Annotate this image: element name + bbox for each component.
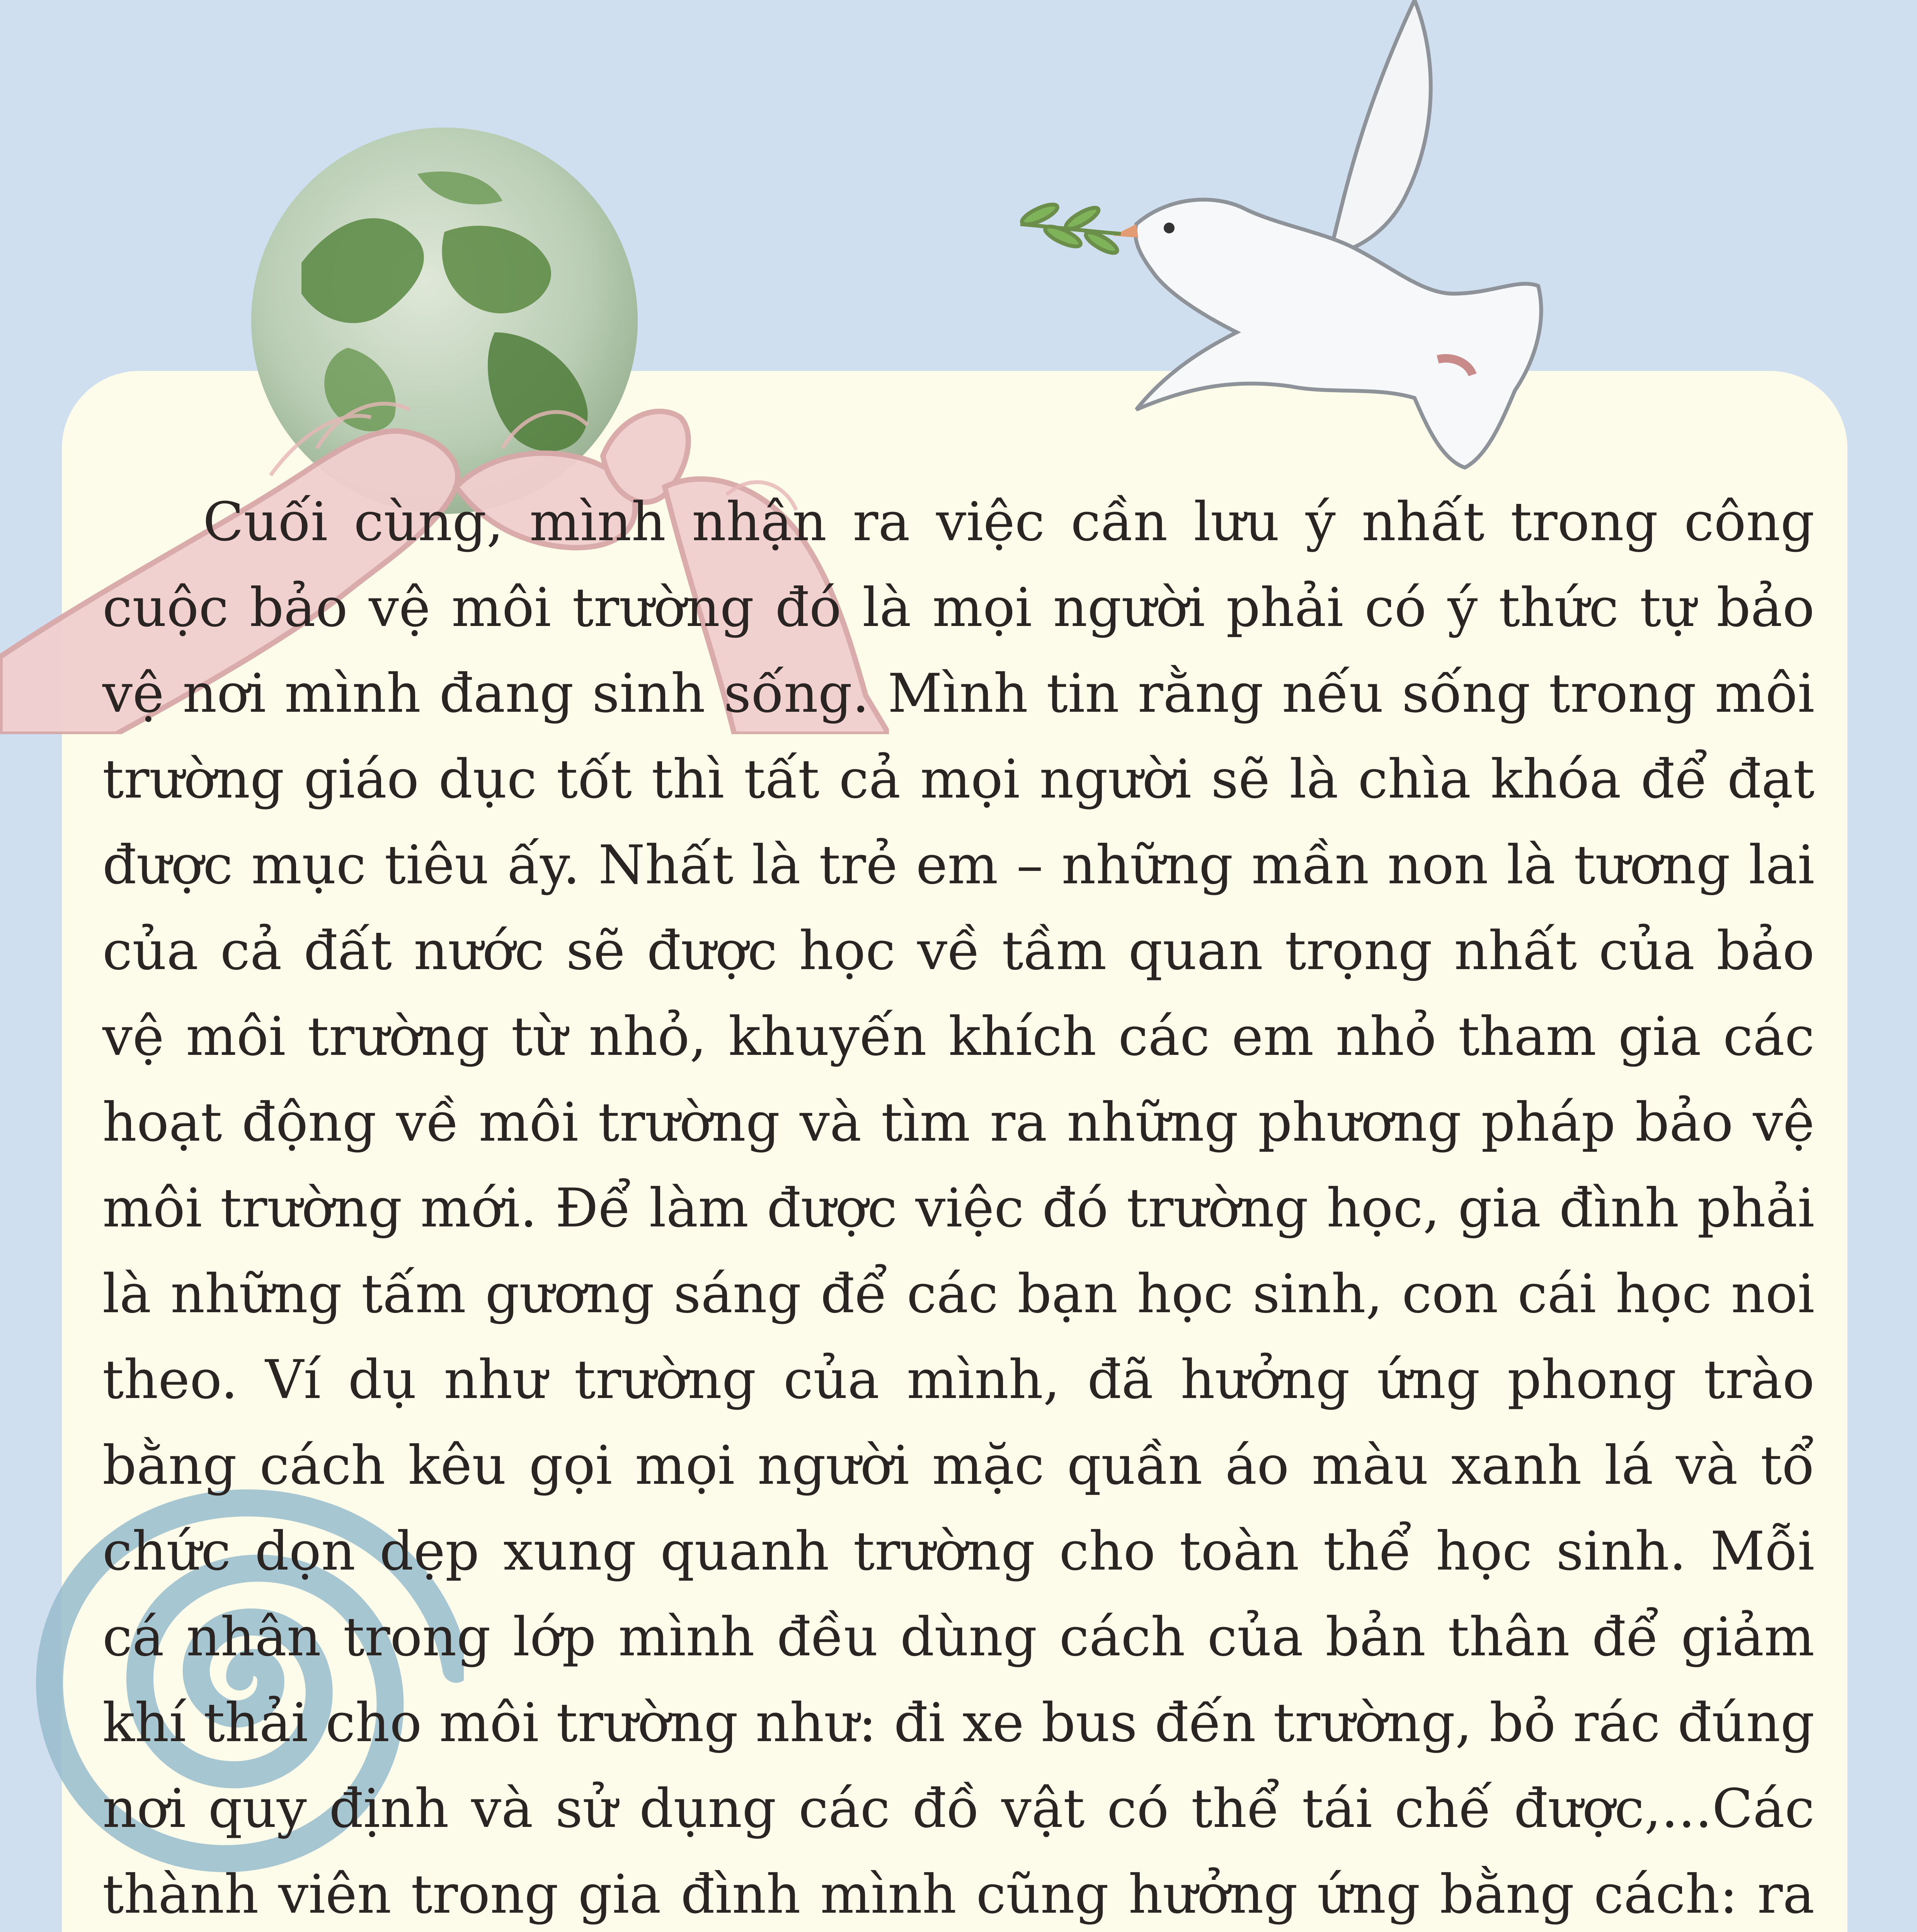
letter-body (102, 479, 1815, 1932)
dove-olive-branch-icon (1005, 0, 1565, 483)
paragraph-1: Cuối cùng, mình nhận ra việc cần lưu ý nhất trong công cuộc bảo vệ môi trường đó là mọi người phải có ý thức tự bảo vệ nơi mình đang sinh sống. Mình tin rằng nếu sống trong môi trường giáo dục tốt thì tất cả mọi người sẽ là chìa khóa để đạt được mục tiêu ấy. Nhất là trẻ em – những mần non là tương lai của cả đất nước sẽ được học về tầm quan trọng nhất của bảo vệ môi trường từ nhỏ, khuyến khích các em nhỏ tham gia các hoạt động về môi trường và tìm ra những phương pháp bảo vệ môi trường mới. Để làm được việc đó trường học, gia đình phải là những tấm gương sáng để các bạn học sinh, con cái học noi theo. Ví dụ như trường của mình, đã hưởng ứng phong trào bằng cách kêu gọi mọi người mặc quần áo màu xanh lá và tổ chức dọn dẹp xung quanh trường cho toàn thể học sinh. Mỗi cá nhân trong lớp mình đều dùng cách của bản thân để giảm khí thải cho môi trường như: đi xe bus đến trường, bỏ rác đúng nơi quy định và sử dụng các đồ vật có thể tái chế được,...Các thành viên trong gia đình mình cũng hưởng ứng bằng cách: ra (102, 491, 1815, 1925)
